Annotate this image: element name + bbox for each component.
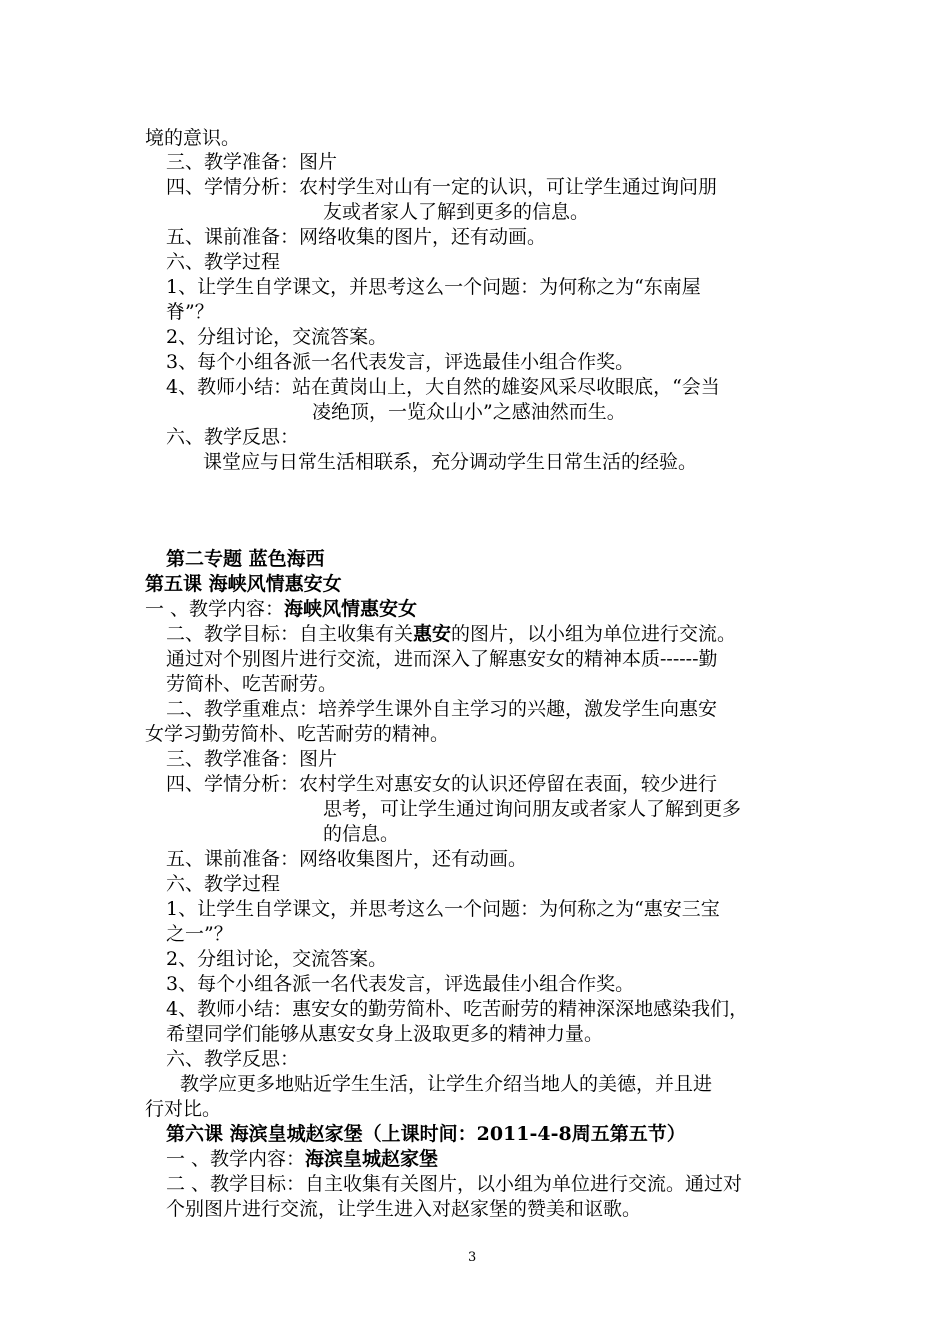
text-line: 1、让学生自学课文，并思考这么一个问题：为何称之为“惠安三宝 xyxy=(166,898,720,920)
text-line: 之一”？ xyxy=(166,923,233,945)
text-line: 二、教学重难点：培养学生课外自主学习的兴趣，激发学生向惠安 xyxy=(166,698,718,720)
text-line: 行对比。 xyxy=(145,1098,222,1120)
text-line: 通过对个别图片进行交流，进而深入了解惠安女的精神本质------勤 xyxy=(166,648,718,670)
text-line: 劳简朴、吃苦耐劳。 xyxy=(166,673,338,695)
text-line: 3、每个小组各派一名代表发言，评选最佳小组合作奖。 xyxy=(166,973,635,995)
text-line: 个别图片进行交流，让学生进入对赵家堡的赞美和讴歌。 xyxy=(166,1198,642,1220)
text-line: 课堂应与日常生活相联系，充分调动学生日常生活的经验。 xyxy=(203,451,698,473)
text-line: 三、教学准备：图片 xyxy=(166,151,338,173)
text-line: 五、课前准备：网络收集的图片，还有动画。 xyxy=(166,226,547,248)
text-line: 女学习勤劳简朴、吃苦耐劳的精神。 xyxy=(145,723,450,745)
text-line: 2、分组讨论，交流答案。 xyxy=(166,948,388,970)
text-line: 五、课前准备：网络收集图片，还有动画。 xyxy=(166,848,528,870)
text-line: 三、教学准备：图片 xyxy=(166,748,338,770)
text-line: 4、教师小结：惠安女的勤劳简朴、吃苦耐劳的精神深深地感染我们， xyxy=(166,998,749,1020)
text-line: 4、教师小结：站在黄岗山上，大自然的雄姿风采尽收眼底，“会当 xyxy=(166,376,720,398)
page-number: 3 xyxy=(468,1250,477,1265)
text-line: 一 、教学内容：海峡风情惠安女 xyxy=(145,598,418,620)
text-line: 二 、教学目标：自主收集有关图片，以小组为单位进行交流。通过对 xyxy=(166,1173,743,1195)
text-line: 教学应更多地贴近学生生活，让学生介绍当地人的美德，并且进 xyxy=(180,1073,713,1095)
text-line: 的信息。 xyxy=(323,823,400,845)
text-line: 境的意识。 xyxy=(145,127,241,149)
text-line: 凌绝顶，一览众山小”之感油然而生。 xyxy=(312,401,626,423)
lesson-heading: 第五课 海峡风情惠安女 xyxy=(145,573,342,595)
text-line: 1、让学生自学课文，并思考这么一个问题：为何称之为“东南屋 xyxy=(166,276,701,298)
text-line: 四、学情分析：农村学生对山有一定的认识，可让学生通过询问朋 xyxy=(166,176,718,198)
text-line: 六、教学反思： xyxy=(166,1048,300,1070)
text-line: 脊”？ xyxy=(166,301,214,323)
text-line: 3、每个小组各派一名代表发言，评选最佳小组合作奖。 xyxy=(166,351,635,373)
text-line: 一 、教学内容：海滨皇城赵家堡 xyxy=(166,1148,439,1170)
text-line: 四、学情分析：农村学生对惠安女的认识还停留在表面，较少进行 xyxy=(166,773,718,795)
text-line: 六、教学反思： xyxy=(166,426,300,448)
text-line: 六、教学过程 xyxy=(166,251,281,273)
text-line: 六、教学过程 xyxy=(166,873,281,895)
text-line: 友或者家人了解到更多的信息。 xyxy=(323,201,590,223)
text-line: 2、分组讨论，交流答案。 xyxy=(166,326,388,348)
text-line: 思考，可让学生通过询问朋友或者家人了解到更多 xyxy=(323,798,742,820)
section-heading: 第二专题 蓝色海西 xyxy=(166,548,325,570)
lesson-heading: 第六课 海滨皇城赵家堡（上课时间：2011-4-8周五第五节） xyxy=(166,1123,686,1145)
text-line: 二、教学目标：自主收集有关惠安的图片，以小组为单位进行交流。 xyxy=(166,623,737,645)
text-line: 希望同学们能够从惠安女身上汲取更多的精神力量。 xyxy=(166,1023,604,1045)
